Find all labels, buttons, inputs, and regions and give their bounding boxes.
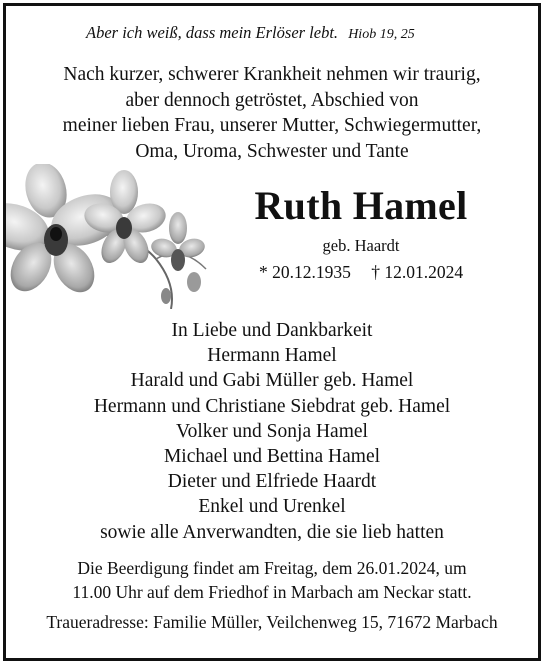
mourner-line: Dieter und Elfriede Haardt [167, 471, 377, 493]
funeral-line: 11.00 Uhr auf dem Friedhof in Marbach am Neckar statt. [72, 582, 472, 602]
deceased-name: Ruth Hamel [254, 183, 468, 228]
funeral-notice [6, 556, 538, 604]
mourners-list [6, 318, 538, 545]
mourner-line: Harald und Gabi Müller geb. Hamel [130, 370, 414, 392]
mourner-line: Hermann und Christiane Siebdrat geb. Hamel [93, 395, 451, 417]
orchid-flower-icon [6, 164, 221, 309]
funeral-line: Die Beerdigung findet am Freitag, dem 26.01.2024, um [77, 558, 467, 578]
intro-line: Oma, Uroma, Schwester und Tante [135, 140, 409, 162]
verse-reference: Hiob 19, 25 [348, 27, 415, 42]
mourner-line: Michael und Bettina Hamel [163, 446, 381, 468]
birth-date: * 20.12.1935 [258, 262, 351, 282]
mourner-line: Volker und Sonja Hamel [176, 420, 368, 442]
death-date: † 12.01.2024 [371, 262, 464, 282]
intro-line: aber dennoch getröstet, Abschied von [125, 89, 419, 111]
mourner-line: Enkel und Urenkel [198, 496, 346, 518]
verse-text: Aber ich weiß, dass mein Erlöser lebt. [86, 23, 339, 42]
mourner-line: In Liebe und Dankbarkeit [171, 320, 373, 341]
intro-line: Nach kurzer, schwerer Krankheit nehmen wir traurig, [63, 64, 481, 85]
mourner-line: sowie alle Anverwandten, die sie lieb hatten [100, 521, 444, 543]
bible-verse [86, 23, 415, 43]
intro-text [6, 62, 538, 164]
intro-line: meiner lieben Frau, unserer Mutter, Schwiegermutter, [62, 115, 482, 136]
life-dates [211, 262, 511, 283]
mourner-line: Hermann Hamel [207, 345, 337, 367]
obituary-frame [3, 3, 541, 661]
birth-name: geb. Haardt [322, 236, 400, 255]
mourning-address: Traueradresse: Familie Müller, Veilchenweg 15, 71672 Marbach [46, 612, 498, 632]
